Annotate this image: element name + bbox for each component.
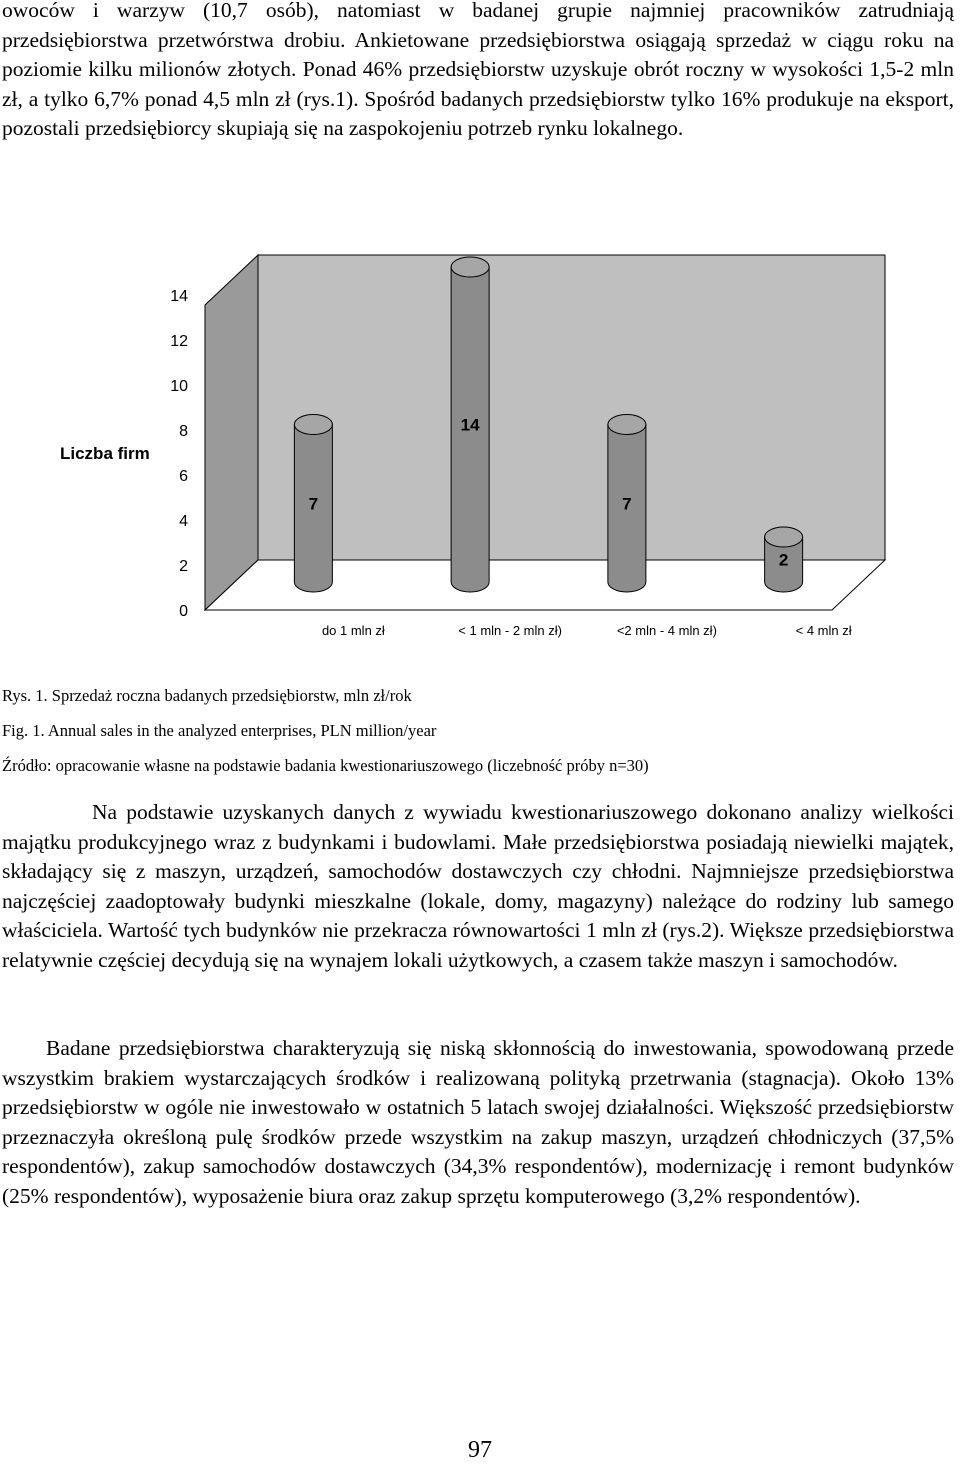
- chart-back-wall: [258, 255, 885, 560]
- bar-top: [608, 415, 646, 435]
- y-tick-label: 12: [170, 333, 188, 350]
- category-label: < 4 mln zł: [795, 623, 852, 638]
- category-label: <2 mln - 4 mln zł): [616, 623, 717, 638]
- data-label: 7: [308, 494, 319, 514]
- sales-bar-chart: [0, 245, 960, 665]
- y-tick-label: 4: [179, 513, 188, 530]
- y-tick-label: 0: [179, 603, 188, 620]
- data-label: 7: [622, 494, 632, 514]
- category-label: < 1 mln - 2 mln zł): [458, 623, 562, 638]
- bar-2: [451, 257, 489, 592]
- bar-4: [765, 527, 803, 592]
- bar-top: [451, 257, 489, 277]
- body-paragraph-2: Na podstawie uzyskanych danych z wywiadu kwestionariuszowego dokonano analizy wielkości majątku produkcyjnego wraz z budynkami i budowlami. Małe przedsiębiorstwa posiadają niewielki majątek, składający się z maszyn, urządzeń, samochodów dostawczych czy chłodni. Najmniejsze przedsiębiorstwa najczęściej zaadoptowały budynki mieszkalne (lokale, domy, magazyny) należące do rodziny lub samego właściciela. Wartość tych budynków nie przekracza równowartości 1 mln zł (rys.2). Większe przedsiębiorstwa relatywnie częściej decydują się na wynajem lokali użytkowych, a czasem także maszyn i samochodów.: [2, 800, 954, 972]
- y-tick-label: 14: [170, 288, 188, 305]
- figure-source: Źródło: opracowanie własne na podstawie badania kwestionariuszowego (liczebność próby n=30): [2, 756, 649, 775]
- y-axis-ticks: [170, 288, 188, 620]
- bar-1: [294, 415, 332, 593]
- bar-top: [294, 415, 332, 435]
- y-tick-label: 6: [179, 468, 188, 485]
- bar-top: [765, 527, 803, 547]
- data-label: 2: [778, 550, 789, 570]
- body-paragraph-1: owoców i warzyw (10,7 osób), natomiast w badanej grupie najmniej pracowników zatrudniają przedsiębiorstwa przetwórstwa drobiu. Ankietowane przedsiębiorstwa osiągają sprzedaż w ciągu roku na poziomie kilku milionów złotych. Ponad 46% przedsiębiorstw uzyskuje obrót roczny w wysokości 1,5-2 mln zł, a tylko 6,7% ponad 4,5 mln zł (rys.1). Spośród badanych przedsiębiorstw tylko 16% produkuje na eksport, pozostali przedsiębiorcy skupiają się na zaspokojeniu potrzeb rynku lokalnego.: [2, 0, 954, 140]
- body-paragraph-3: Badane przedsiębiorstwa charakteryzują się niską skłonnością do inwestowania, spowodowaną przede wszystkim brakiem wystarczających środków i realizowaną polityką przetrwania (stagnacja). Około 13% przedsiębiorstw w ogóle nie inwestowało w ostatnich 5 latach swojej działalności. Większość przedsiębiorstw przeznaczyła określoną pulę środków przede wszystkim na zakup maszyn, urządzeń chłodniczych (37,5% respondentów), zakup samochodów dostawczych (34,3% respondentów), modernizację i remont budynków (25% respondentów), wyposażenie biura oraz zakup sprzętu komputerowego (3,2% respondentów).: [2, 1036, 954, 1208]
- y-axis-label: Liczba firm: [60, 444, 150, 463]
- category-label: do 1 mln zł: [321, 623, 385, 638]
- y-tick-label: 10: [170, 378, 188, 395]
- page-number: 97: [468, 1437, 492, 1463]
- y-tick-label: 2: [179, 558, 188, 575]
- y-tick-label: 8: [179, 423, 188, 440]
- x-axis-categories: [322, 623, 852, 638]
- bar-3: [608, 415, 646, 592]
- figure-caption-en: Fig. 1. Annual sales in the analyzed enterprises, PLN million/year: [2, 721, 437, 740]
- figure-caption-pl: Rys. 1. Sprzedaż roczna badanych przedsiębiorstw, mln zł/rok: [2, 686, 412, 705]
- chart-side-wall: [205, 255, 258, 610]
- data-label: 14: [460, 415, 480, 435]
